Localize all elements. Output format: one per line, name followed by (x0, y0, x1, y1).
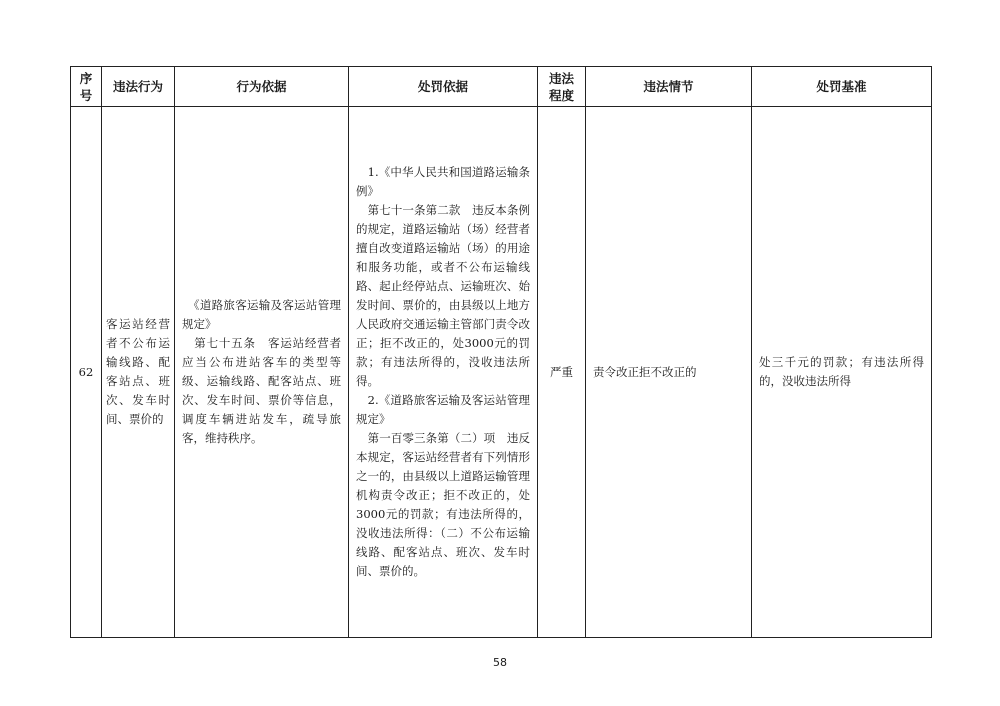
cell-degree: 严重 (538, 107, 586, 638)
header-seq: 序 号 (71, 67, 102, 107)
header-standard: 处罚基准 (752, 67, 932, 107)
cell-penalty-basis: 1.《中华人民共和国道路运输条例》 第七十一条第二款 违反本条例的规定，道路运输站（场）经营者擅自改变道路运输站（场）的用途和服务功能，或者不公布运输线路、起止经停站点、运输班次、始发时间、票价的，由县级以上地方人民政府交通运输主管部门责令改正；拒不改正的，处3000元的罚款；有违法所得的，没收违法所得。 2.《道路旅客运输及客运站管理规定》 第一百零三条第（二）项 违反本规定，客运站经营者有下列情形之一的，由县级以上道路运输管理机构责令改正；拒不改正的，处3000元的罚款；有违法所得的，没收违法所得：（二）不公布运输线路、配客站点、班次、发车时间、票价的。 (349, 107, 538, 638)
cell-behavior: 客运站经营者不公布运输线路、配客站点、班次、发车时间、票价的 (102, 107, 175, 638)
table-header (71, 67, 932, 107)
cell-basis: 《道路旅客运输及客运站管理规定》 第七十五条 客运站经营者应当公布进站客车的类型等级、运输线路、配客站点、班次、发车时间、票价等信息，调度车辆进站发车，疏导旅客，维持秩序。 (175, 107, 349, 638)
header-degree: 违法 程度 (538, 67, 586, 107)
cell-standard: 处三千元的罚款；有违法所得的，没收违法所得 (752, 107, 932, 638)
header-penalty-basis: 处罚依据 (349, 67, 538, 107)
table-body (71, 107, 932, 638)
header-behavior: 违法行为 (102, 67, 175, 107)
penalty-standard-table (70, 66, 932, 638)
table-row (71, 107, 932, 638)
header-basis: 行为依据 (175, 67, 349, 107)
cell-circumstance: 责令改正拒不改正的 (586, 107, 752, 638)
header-circumstance: 违法情节 (586, 67, 752, 107)
page-number: 58 (493, 656, 507, 669)
cell-seq: 62 (71, 107, 102, 638)
header-row (71, 67, 932, 107)
